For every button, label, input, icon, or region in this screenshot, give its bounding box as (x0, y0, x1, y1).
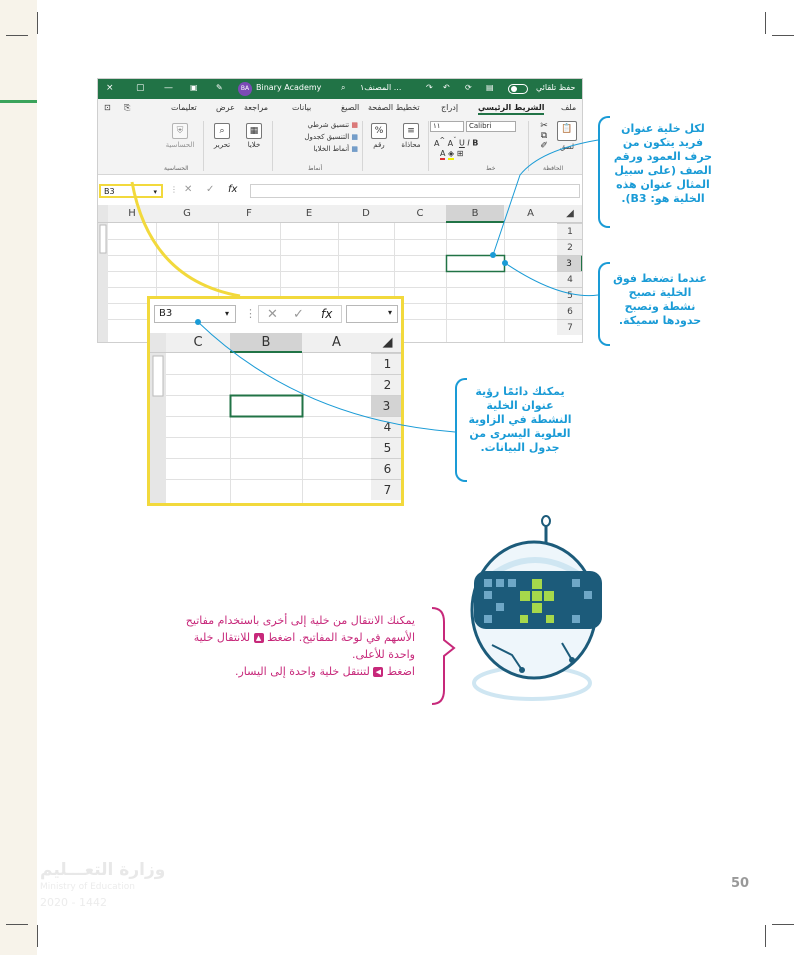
callout-brace (455, 378, 467, 482)
undo-icon[interactable]: ↶ (443, 83, 450, 92)
row-header[interactable]: 1 (557, 223, 583, 239)
zoom-column-header-c[interactable]: C (166, 333, 230, 353)
keyboard-tip-line2: للانتقال خلية واحدة للأعلى. (193, 631, 415, 661)
column-header-h[interactable]: H (108, 205, 156, 223)
tab-view[interactable]: عرض (216, 103, 235, 112)
tab-file[interactable]: ملف (561, 103, 577, 112)
zoom-row-header[interactable]: 7 (371, 479, 404, 500)
zoom-row-header[interactable]: 3 (371, 395, 404, 416)
tab-review[interactable]: مراجعة (244, 103, 269, 112)
column-header-c[interactable]: C (394, 205, 446, 223)
select-all-corner[interactable]: ◢ (557, 205, 583, 223)
format-as-table-icon: ▦ (351, 133, 358, 141)
font-size-select[interactable]: ١١ (430, 121, 464, 132)
insert-function-button[interactable]: fx (321, 307, 333, 321)
cell-styles-icon: ▦ (351, 145, 358, 153)
up-arrow-key-icon: ▲ (254, 633, 264, 643)
search-icon[interactable]: ⌕ (341, 83, 346, 92)
column-header-b[interactable]: B (446, 205, 504, 223)
keyboard-tip-line1: يمكنك الانتقال من خلية إلى أخرى باستخدام مفاتيح الأسهم في لوحة المفاتيح. اضغط (185, 614, 415, 644)
zoom-row-header[interactable]: 6 (371, 458, 404, 479)
name-box-value: B3 (104, 187, 115, 196)
refresh-icon[interactable]: ⟳ (465, 83, 472, 92)
row-header[interactable]: 5 (557, 287, 583, 303)
autosave-label: حفظ تلقائي (536, 83, 576, 92)
find-icon: ⌕ (214, 123, 230, 139)
ministry-years: 2020 - 1442 (40, 896, 107, 909)
column-header-f[interactable]: F (218, 205, 280, 223)
row-header[interactable]: 7 (557, 319, 583, 335)
callout-brace (598, 262, 610, 346)
restore-button[interactable]: ▢ (136, 83, 145, 93)
tab-home[interactable]: الشريط الرئيسي (478, 103, 544, 115)
shrink-font-icon[interactable]: $A^ˇ$ (447, 136, 457, 148)
keyboard-tip-line3b: لتنتقل خلية واحدة إلى اليسار. (235, 665, 370, 678)
grow-font-icon[interactable]: A^ (434, 136, 446, 148)
zoom-name-box-value: B3 (159, 308, 173, 319)
pen-icon[interactable]: ✎ (216, 83, 223, 92)
enter-icon[interactable]: ✓ (206, 184, 215, 195)
document-title: المصنف١ ... (360, 83, 402, 92)
column-header-d[interactable]: D (338, 205, 394, 223)
tab-insert[interactable]: إدراج (441, 103, 459, 112)
cancel-icon[interactable]: ✕ (184, 184, 193, 195)
row-header[interactable]: 6 (557, 303, 583, 319)
share-icon[interactable]: ⊡ (104, 103, 111, 112)
clipboard-group-label: الحافظة (543, 165, 564, 172)
page-number: 50 (731, 876, 750, 891)
chevron-down-icon[interactable]: ▾ (387, 308, 392, 317)
callout-cell-address: لكل خلية عنوان فريد يتكون من حرف العمود ورقم الصف (على سبيل المثال عنوان هذه الخلية هو: B3). (613, 122, 713, 205)
editing-label: تحرير (213, 141, 231, 149)
tab-help[interactable]: تعليمات (171, 103, 197, 112)
callout-brace (598, 116, 610, 228)
alignment-label: محاذاة (401, 141, 421, 149)
callout-active-cell: عندما تضغط فوق الخلية تصبح نشطة وتصبح حدودها سميكة. (613, 272, 707, 327)
zoom-row-header[interactable]: 2 (371, 374, 404, 395)
robot-mascot-illustration (462, 515, 622, 705)
styles-group-label: أنماط (308, 165, 323, 172)
row-header[interactable]: 2 (557, 239, 583, 255)
font-group-label: خط (486, 165, 496, 172)
left-arrow-key-icon: ◀ (373, 667, 383, 677)
more-icon: ⋮ (245, 307, 256, 320)
borders-icon[interactable]: ⊞ (456, 149, 464, 158)
conditional-format-label: تنسيق شرطي (307, 121, 350, 129)
tab-page-layout[interactable]: تخطيط الصفحة (368, 103, 420, 112)
italic-button[interactable]: I (467, 138, 470, 148)
conditional-format-icon: ▦ (351, 121, 358, 129)
cancel-icon[interactable]: ✕ (267, 307, 278, 322)
format-as-table-label: التنسيق كجدول (304, 133, 350, 141)
sensitivity-label: الحساسية (165, 141, 195, 149)
cells-label: خلايا (247, 141, 261, 149)
copy-icon[interactable]: ⧉ (540, 131, 548, 141)
ministry-logo-text: وزارة التعـــليم (40, 860, 166, 880)
save-icon[interactable]: ▤ (486, 83, 494, 92)
number-label: رقم (373, 141, 385, 149)
chevron-down-icon[interactable]: ▾ (153, 188, 157, 196)
column-header-e[interactable]: E (280, 205, 338, 223)
column-header-a[interactable]: A (504, 205, 557, 223)
close-button[interactable]: × (106, 83, 114, 93)
comments-icon[interactable]: ⎘ (124, 103, 131, 112)
callout-name-box: يمكنك دائمًا رؤية عنوان الخلية النشطة في الزاوية العلوية اليسرى من جدول البيانات. (468, 385, 572, 454)
percent-icon: % (371, 123, 387, 139)
paste-label: لصق (559, 143, 575, 151)
tab-data[interactable]: بيانات (292, 103, 312, 112)
account-name[interactable]: Binary Academy (256, 83, 322, 92)
row-header[interactable]: 4 (557, 271, 583, 287)
more-icon: ⋮ (170, 185, 178, 194)
font-color-icon[interactable]: A (440, 149, 446, 158)
sensitivity-icon: ⛨ (172, 123, 188, 139)
zoom-row-header[interactable]: 4 (371, 416, 404, 437)
redo-icon[interactable]: ↷ (426, 83, 433, 92)
cells-icon: ▦ (246, 123, 262, 139)
display-options-icon[interactable]: ▣ (190, 83, 198, 92)
keyboard-tip (170, 612, 415, 680)
minimize-button[interactable]: — (164, 83, 173, 93)
sensitivity-group-label: الحساسية (164, 165, 189, 172)
ministry-english: Ministry of Education (40, 882, 135, 892)
zoom-row-header[interactable]: 5 (371, 437, 404, 458)
tab-formulas[interactable]: الصيغ (341, 103, 360, 112)
font-name-select[interactable]: Calibri (466, 121, 516, 132)
column-header-g[interactable]: G (156, 205, 218, 223)
avatar[interactable]: BA (238, 82, 252, 96)
keyboard-tip-line3a: اضغط (386, 665, 415, 678)
chevron-down-icon[interactable]: ▾ (224, 309, 229, 318)
paste-icon: 📋 (557, 121, 577, 141)
bold-button[interactable]: B (472, 138, 479, 148)
insert-function-button[interactable]: fx (228, 184, 238, 195)
zoom-row-header[interactable]: 1 (371, 353, 404, 374)
cell-styles-label: أنماط الخلايا (313, 145, 350, 153)
zoom-select-all-corner[interactable]: ◢ (371, 333, 404, 353)
zoom-column-header-a[interactable]: A (302, 333, 371, 353)
enter-icon[interactable]: ✓ (293, 307, 304, 322)
fill-color-icon[interactable]: ◈ (448, 149, 455, 158)
underline-button[interactable]: U (458, 138, 465, 148)
row-header[interactable]: 3 (557, 255, 583, 271)
cut-icon[interactable]: ✂ (540, 121, 548, 131)
format-painter-icon[interactable]: ✐ (540, 141, 548, 151)
zoom-column-header-b[interactable]: B (230, 333, 302, 353)
align-icon: ≡ (403, 123, 419, 139)
